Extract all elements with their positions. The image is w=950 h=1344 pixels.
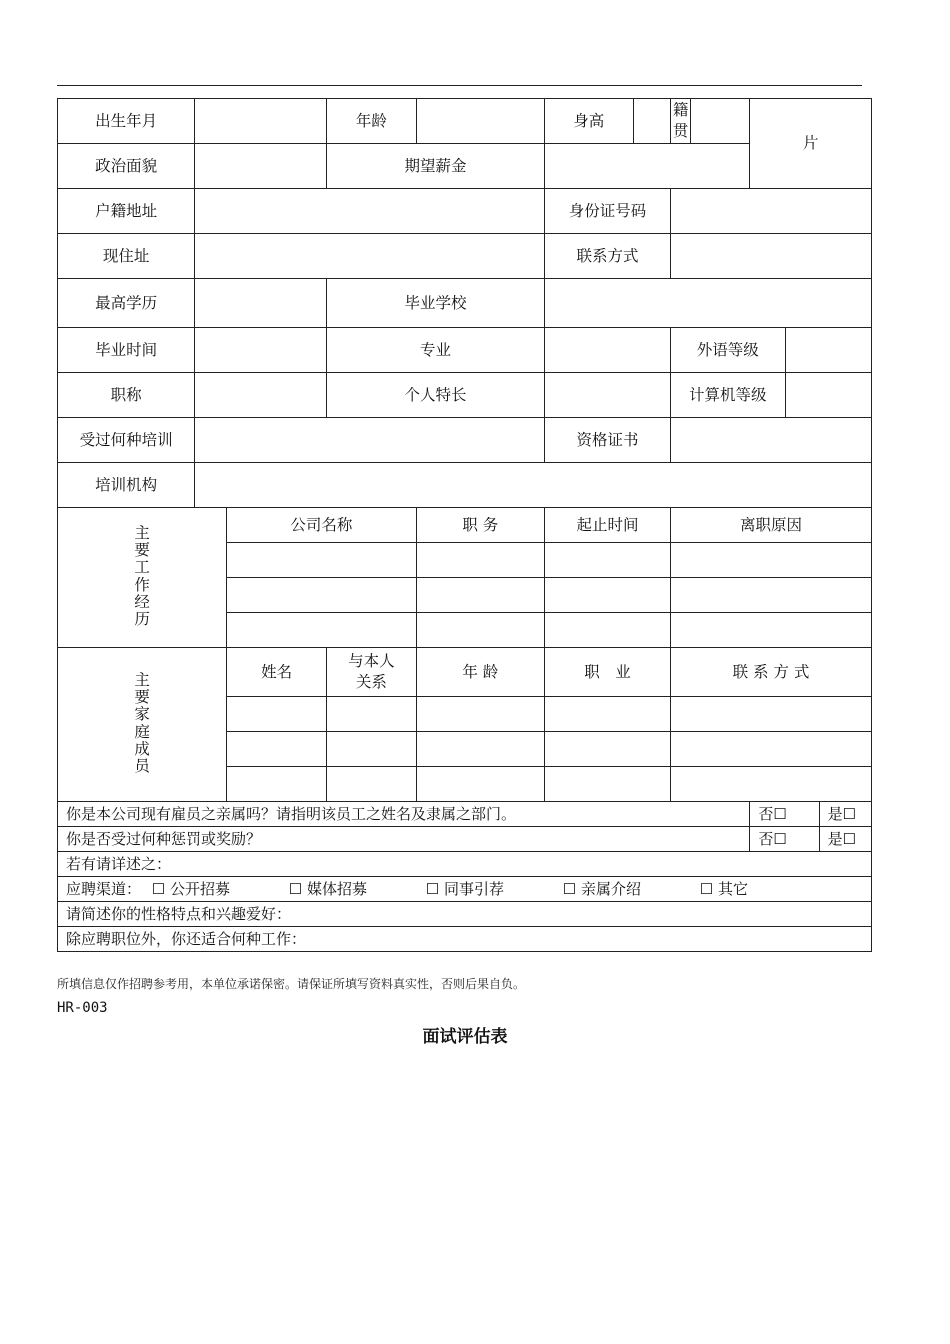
family-occupation-cell[interactable] [544, 767, 670, 802]
punish-no-checkbox[interactable]: 否☐ [750, 827, 819, 852]
work-header-position: 职 务 [416, 508, 544, 543]
work-header-reason: 离职原因 [670, 508, 871, 543]
major-field[interactable] [544, 328, 670, 373]
address-field[interactable] [195, 234, 545, 279]
family-age-cell[interactable] [416, 732, 544, 767]
family-header-name: 姓名 [227, 648, 327, 697]
household-label: 户籍地址 [58, 189, 195, 234]
work-section-text: 主要工作经历 [134, 523, 150, 629]
channel-media-checkbox[interactable]: ☐ 媒体招募 [288, 879, 368, 898]
contact-field[interactable] [670, 234, 871, 279]
channel-referral-checkbox[interactable]: ☐ 同事引荐 [425, 879, 505, 898]
photo-box[interactable]: 片 [750, 99, 872, 189]
family-header-relation-text: 与本人关系 [348, 652, 395, 691]
height-label: 身高 [544, 99, 633, 144]
salary-label: 期望薪金 [327, 144, 545, 189]
institution-field[interactable] [195, 463, 872, 508]
language-field[interactable] [785, 328, 871, 373]
family-contact-cell[interactable] [670, 732, 871, 767]
training-label: 受过何种培训 [58, 418, 195, 463]
family-name-cell[interactable] [227, 697, 327, 732]
major-label: 专业 [327, 328, 545, 373]
family-relation-cell[interactable] [327, 697, 417, 732]
family-relation-cell[interactable] [327, 767, 417, 802]
punish-question: 你是否受过何种惩罚或奖励？ [58, 827, 750, 852]
specialty-label: 个人特长 [327, 373, 545, 418]
family-age-cell[interactable] [416, 697, 544, 732]
computer-label: 计算机等级 [670, 373, 785, 418]
salary-field[interactable] [544, 144, 749, 189]
work-company-cell[interactable] [227, 543, 417, 578]
cert-field[interactable] [670, 418, 871, 463]
relative-yes-checkbox[interactable]: 是☐ [819, 802, 871, 827]
punish-yes-checkbox[interactable]: 是☐ [819, 827, 871, 852]
birth-field[interactable] [195, 99, 327, 144]
relative-no-checkbox[interactable]: 否☐ [750, 802, 819, 827]
application-form [57, 98, 872, 952]
id-label: 身份证号码 [544, 189, 670, 234]
family-header-relation [327, 648, 417, 697]
family-age-cell[interactable] [416, 767, 544, 802]
work-position-cell[interactable] [416, 578, 544, 613]
household-field[interactable] [195, 189, 545, 234]
height-field[interactable] [633, 99, 670, 144]
work-position-cell[interactable] [416, 613, 544, 648]
channel-row [58, 877, 872, 902]
work-position-cell[interactable] [416, 543, 544, 578]
native-label: 籍贯 [670, 99, 690, 144]
work-header-period: 起止时间 [544, 508, 670, 543]
work-reason-cell[interactable] [670, 613, 871, 648]
address-label: 现住址 [58, 234, 195, 279]
family-section-text: 主要家庭成员 [134, 670, 150, 776]
family-name-cell[interactable] [227, 732, 327, 767]
title-field[interactable] [195, 373, 327, 418]
education-label: 最高学历 [58, 279, 195, 328]
family-contact-cell[interactable] [670, 767, 871, 802]
school-label: 毕业学校 [327, 279, 545, 328]
work-section-label [58, 508, 227, 648]
family-section-label [58, 648, 227, 802]
relative-question: 你是本公司现有雇员之亲属吗？请指明该员工之姓名及隶属之部门。 [58, 802, 750, 827]
title-label: 职称 [58, 373, 195, 418]
family-contact-cell[interactable] [670, 697, 871, 732]
channel-label: 应聘渠道： [66, 879, 142, 898]
family-header-contact: 联 系 方 式 [670, 648, 871, 697]
training-field[interactable] [195, 418, 545, 463]
political-field[interactable] [195, 144, 327, 189]
header-rule [57, 85, 862, 86]
specialty-field[interactable] [544, 373, 670, 418]
personality-row[interactable]: 请简述你的性格特点和兴趣爱好： [58, 902, 872, 927]
age-label: 年龄 [327, 99, 417, 144]
work-reason-cell[interactable] [670, 578, 871, 613]
detail-row[interactable]: 若有请详述之： [58, 852, 872, 877]
language-label: 外语等级 [670, 328, 785, 373]
family-header-occupation: 职 业 [544, 648, 670, 697]
grad-time-field[interactable] [195, 328, 327, 373]
work-period-cell[interactable] [544, 543, 670, 578]
institution-label: 培训机构 [58, 463, 195, 508]
work-header-company: 公司名称 [227, 508, 417, 543]
family-occupation-cell[interactable] [544, 732, 670, 767]
id-field[interactable] [670, 189, 871, 234]
school-field[interactable] [544, 279, 871, 328]
birth-label: 出生年月 [58, 99, 195, 144]
other-job-row[interactable]: 除应聘职位外，你还适合何种工作： [58, 927, 872, 952]
grad-time-label: 毕业时间 [58, 328, 195, 373]
channel-other-checkbox[interactable]: ☐ 其它 [699, 879, 749, 898]
family-relation-cell[interactable] [327, 732, 417, 767]
family-name-cell[interactable] [227, 767, 327, 802]
computer-field[interactable] [785, 373, 871, 418]
family-header-age: 年 龄 [416, 648, 544, 697]
family-occupation-cell[interactable] [544, 697, 670, 732]
contact-label: 联系方式 [544, 234, 670, 279]
work-period-cell[interactable] [544, 578, 670, 613]
work-period-cell[interactable] [544, 613, 670, 648]
channel-relative-checkbox[interactable]: ☐ 亲属介绍 [562, 879, 642, 898]
confidentiality-note: 所填信息仅作招聘参考用，本单位承诺保密。请保证所填写资料真实性，否则后果自负。 [57, 977, 526, 991]
education-field[interactable] [195, 279, 327, 328]
political-label: 政治面貌 [58, 144, 195, 189]
channel-public-checkbox[interactable]: ☐ 公开招募 [151, 879, 231, 898]
work-company-cell[interactable] [227, 613, 417, 648]
form-code: HR-003 [57, 1000, 108, 1016]
age-field[interactable] [416, 99, 544, 144]
work-company-cell[interactable] [227, 578, 417, 613]
native-field[interactable] [691, 99, 750, 144]
work-reason-cell[interactable] [670, 543, 871, 578]
cert-label: 资格证书 [544, 418, 670, 463]
next-form-title: 面试评估表 [422, 1027, 508, 1047]
